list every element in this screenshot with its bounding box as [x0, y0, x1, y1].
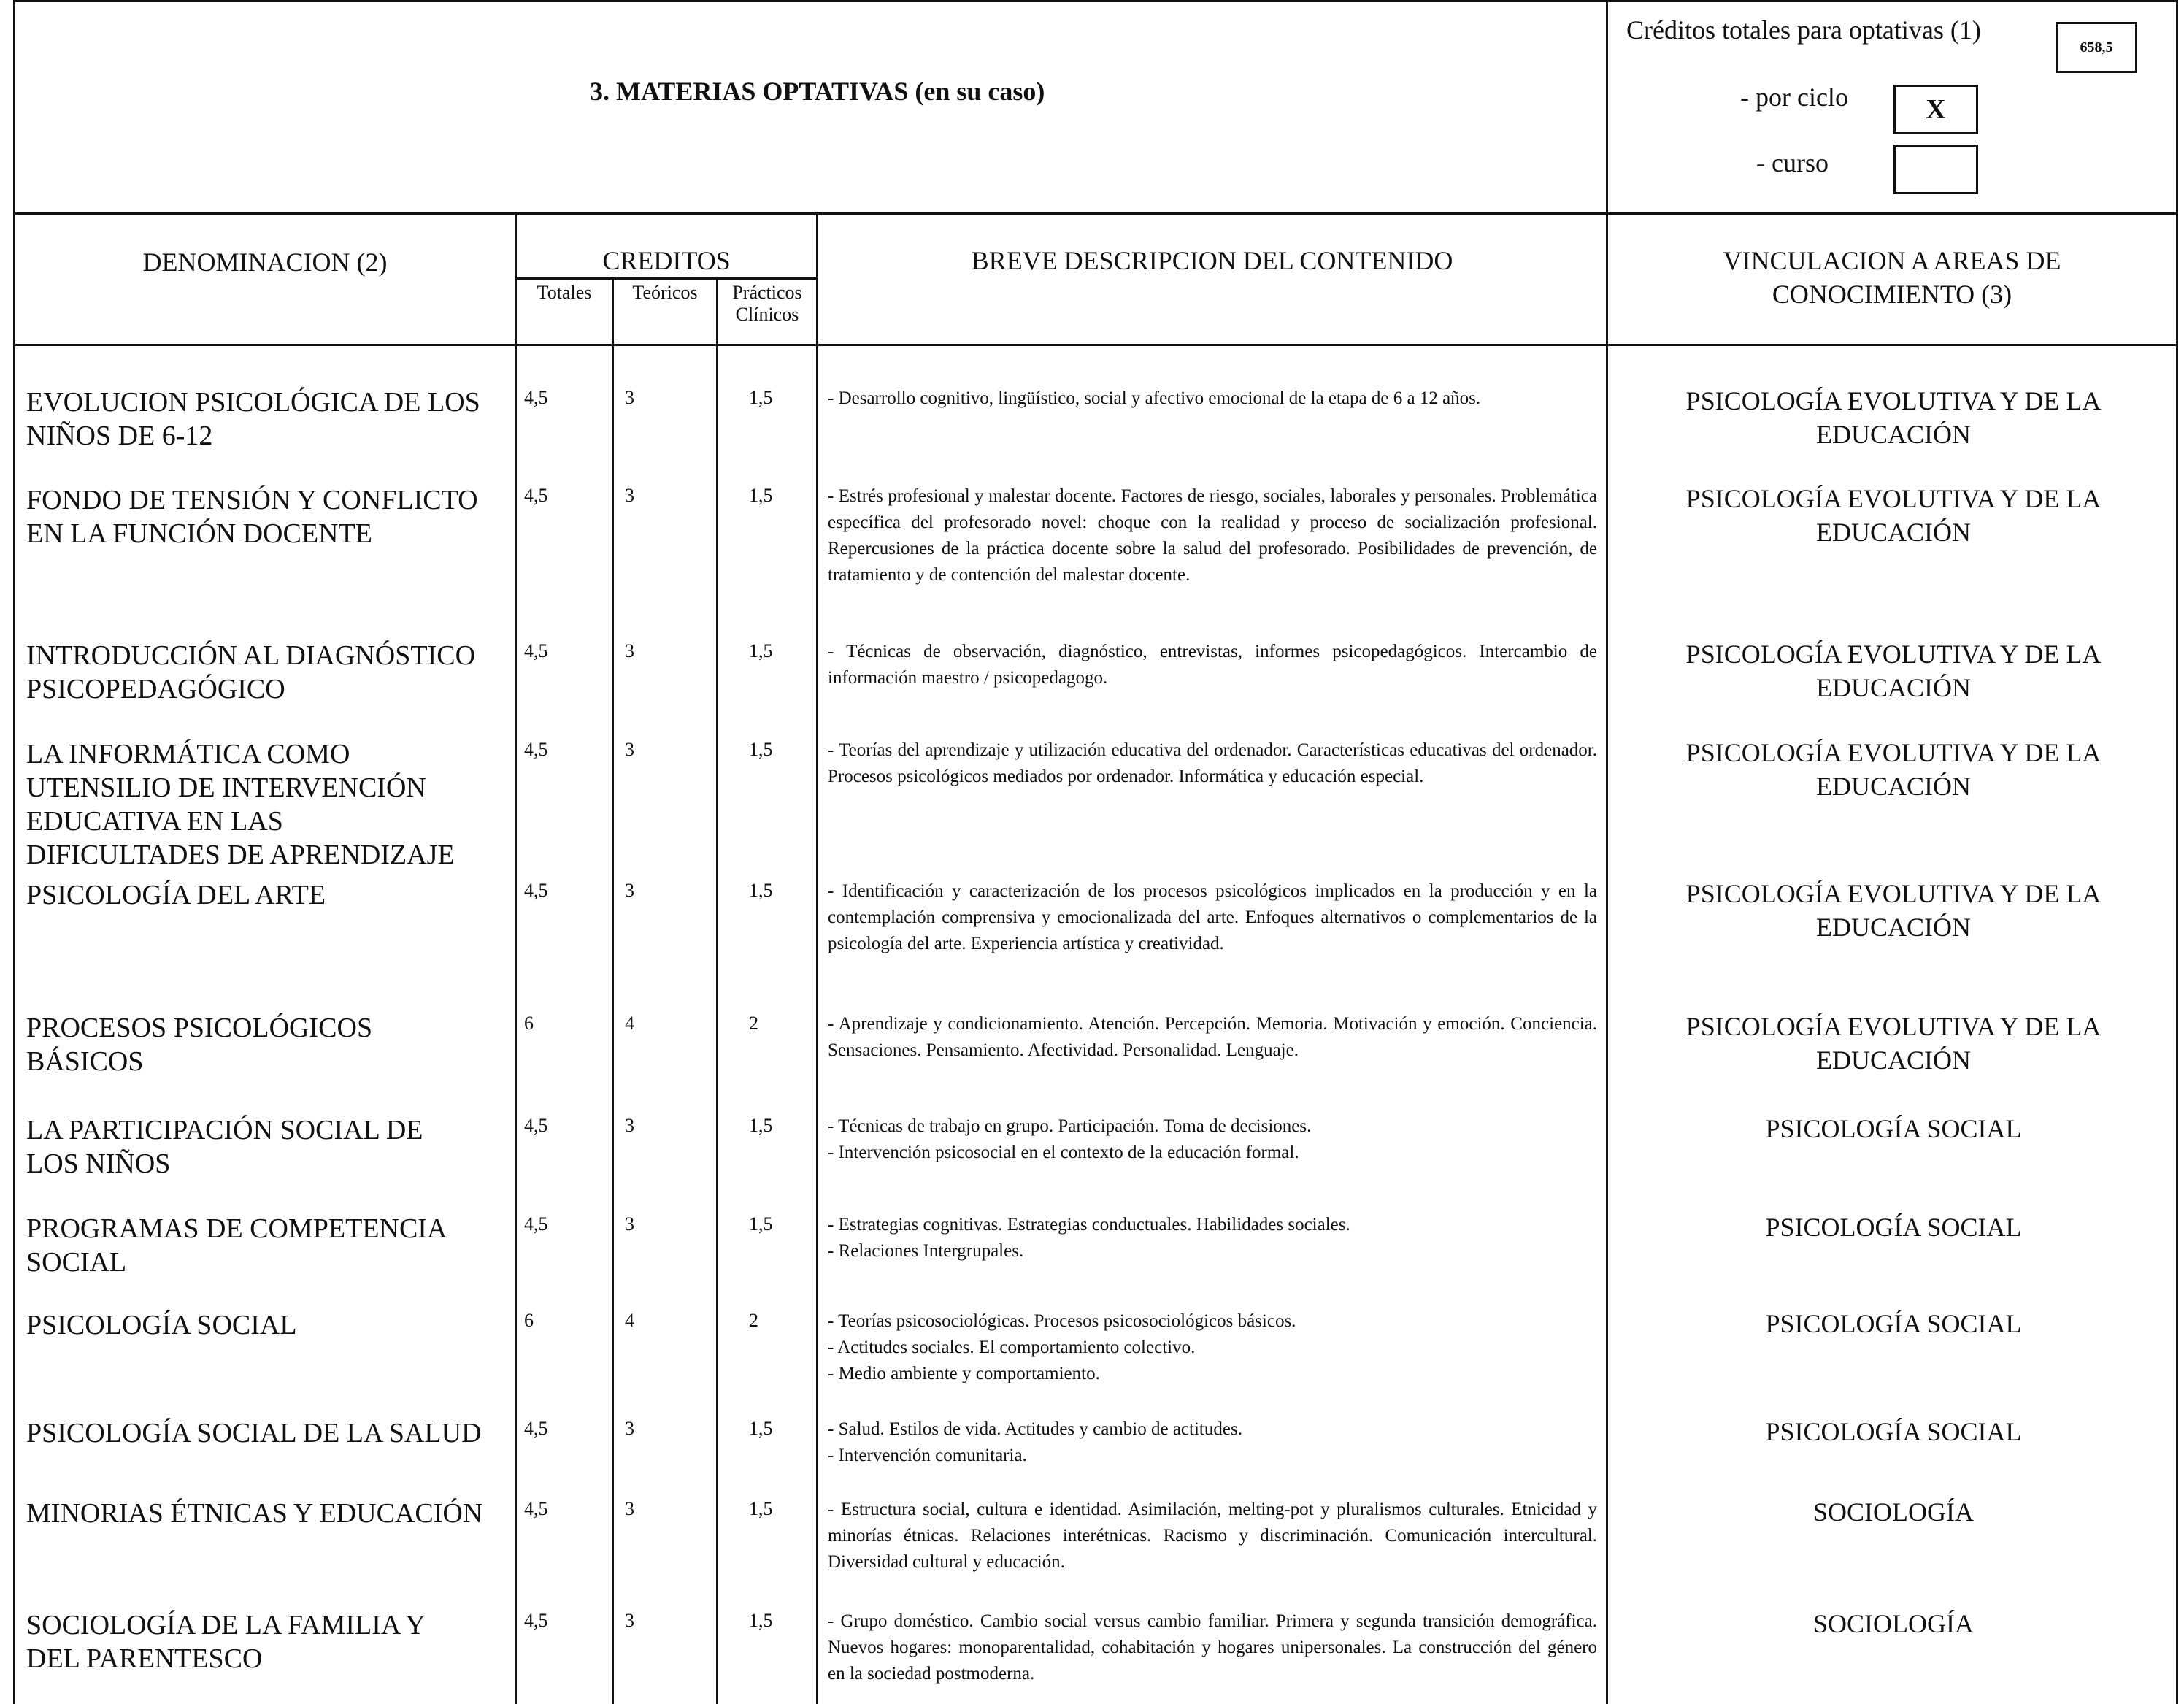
knowledge-area: [1613, 736, 2174, 803]
credits-practicos: 1,5: [749, 640, 773, 661]
course-description: - Aprendizaje y condicionamiento. Atención. Percepción. Memoria. Motivación y emoción. Conciencia. Sensaciones. Pensamiento. Afectividad. Personalidad. Lenguaje.: [828, 1014, 1597, 1060]
col-divider-creditos-right: [816, 212, 818, 1704]
knowledge-area-line: PSICOLOGÍA EVOLUTIVA Y DE LA: [1685, 738, 2102, 767]
course-name-line: INTRODUCCIÓN AL DIAGNÓSTICO: [26, 640, 476, 671]
course-description-line: - Medio ambiente y comportamiento.: [828, 1364, 1100, 1383]
colhead-practicos-line1: Prácticos: [732, 282, 802, 303]
credits-total-box: [2056, 22, 2137, 73]
knowledge-area-line: PSICOLOGÍA EVOLUTIVA Y DE LA: [1685, 386, 2102, 415]
curso-box: [1893, 145, 1978, 194]
creditos-subhead-line: [515, 277, 817, 280]
knowledge-area-line: PSICOLOGÍA SOCIAL: [1765, 1114, 2022, 1143]
knowledge-area-line: PSICOLOGÍA SOCIAL: [1765, 1309, 2022, 1338]
course-description: - Teorías del aprendizaje y utilización educativa del ordenador. Características educativas del ordenador. Procesos psicológicos mediados por ordenador. Informática y educación especial.: [828, 740, 1597, 786]
knowledge-area-line: SOCIOLOGÍA: [1813, 1609, 1974, 1638]
course-name-line: SOCIAL: [26, 1247, 127, 1278]
credits-total-value: 658,5: [2080, 39, 2113, 55]
colhead-totales: Totales: [537, 282, 592, 303]
credits-teoricos: 3: [625, 880, 634, 901]
colhead-practicos-line2: Clínicos: [735, 304, 799, 325]
course-name: [26, 483, 515, 550]
knowledge-area-line: PSICOLOGÍA SOCIAL: [1765, 1417, 2022, 1446]
knowledge-area-line: PSICOLOGÍA EVOLUTIVA Y DE LA: [1685, 484, 2102, 513]
right-border: [2176, 0, 2178, 1704]
course-name: [26, 1308, 515, 1342]
credits-practicos: 1,5: [749, 1498, 773, 1519]
course-name-line: BÁSICOS: [26, 1046, 144, 1077]
course-description-line: - Intervención comunitaria.: [828, 1446, 1027, 1465]
course-description-line: - Relaciones Intergrupales.: [828, 1241, 1024, 1261]
credits-practicos: 2: [749, 1310, 758, 1331]
knowledge-area-line: EDUCACIÓN: [1816, 772, 1971, 801]
course-name-line: DIFICULTADES DE APRENDIZAJE: [26, 840, 455, 870]
course-description-line: - Salud. Estilos de vida. Actitudes y cambio de actitudes.: [828, 1419, 1242, 1439]
credits-teoricos: 3: [625, 1418, 634, 1439]
course-name: [26, 1113, 515, 1181]
credits-practicos: 1,5: [749, 880, 773, 901]
knowledge-area: [1613, 1415, 2174, 1448]
knowledge-area: [1613, 1010, 2174, 1077]
course-name-line: EN LA FUNCIÓN DOCENTE: [26, 518, 372, 549]
credits-practicos: 2: [749, 1013, 758, 1034]
course-name-line: EDUCATIVA EN LAS: [26, 806, 283, 837]
col-divider-teoricos: [716, 277, 718, 1704]
credits-teoricos: 4: [625, 1310, 634, 1331]
credits-practicos: 1,5: [749, 739, 773, 760]
knowledge-area: [1613, 1210, 2174, 1244]
credits-teoricos: 3: [625, 640, 634, 661]
course-description: [828, 1113, 1597, 1166]
course-description-line: - Técnicas de trabajo en grupo. Participación. Toma de decisiones.: [828, 1116, 1312, 1136]
header-bottom-line: [13, 212, 2178, 215]
colhead-bottom-line: [13, 344, 2178, 346]
por-ciclo-box: [1893, 85, 1978, 134]
course-name-line: MINORIAS ÉTNICAS Y EDUCACIÓN: [26, 1498, 483, 1529]
knowledge-area-line: SOCIOLOGÍA: [1813, 1497, 1974, 1527]
course-name-line: LOS NIÑOS: [26, 1148, 171, 1179]
colhead-vinculacion-line1: VINCULACION A AREAS DE: [1723, 246, 2061, 275]
colhead-vinculacion-line2: CONOCIMIENTO (3): [1772, 280, 2012, 309]
knowledge-area-line: EDUCACIÓN: [1816, 913, 1971, 942]
colhead-practicos: [718, 282, 816, 326]
knowledge-area: [1613, 637, 2174, 705]
knowledge-area: [1613, 1112, 2174, 1145]
credits-practicos: 1,5: [749, 1610, 773, 1631]
por-ciclo-value: X: [1926, 94, 1946, 125]
course-description: [828, 1212, 1597, 1264]
course-description-line: - Intervención psicosocial en el contexto de la educación formal.: [828, 1143, 1299, 1162]
credits-totales: 4,5: [524, 880, 548, 901]
course-name: [26, 1212, 515, 1279]
course-name: [26, 1416, 515, 1450]
knowledge-area: [1613, 1495, 2174, 1529]
credits-totales: 4,5: [524, 1115, 548, 1136]
course-name-line: PSICOLOGÍA SOCIAL: [26, 1310, 297, 1340]
credits-teoricos: 4: [625, 1013, 634, 1034]
course-name: [26, 1497, 515, 1530]
course-name-line: PSICOLOGÍA DEL ARTE: [26, 880, 326, 910]
credits-totales: 4,5: [524, 1498, 548, 1519]
course-description-line: - Actitudes sociales. El comportamiento colectivo.: [828, 1338, 1196, 1357]
credits-totales: 4,5: [524, 739, 548, 760]
colhead-creditos: CREDITOS: [602, 246, 731, 275]
top-border: [13, 0, 2178, 2]
course-description-line: - Teorías psicosociológicas. Procesos psicosociológicos básicos.: [828, 1311, 1296, 1331]
knowledge-area-line: PSICOLOGÍA SOCIAL: [1765, 1213, 2022, 1242]
credits-totales: 6: [524, 1310, 534, 1331]
page-title: 3. MATERIAS OPTATIVAS (en su caso): [590, 77, 1045, 106]
colhead-descripcion: BREVE DESCRIPCION DEL CONTENIDO: [971, 246, 1453, 275]
course-description: - Técnicas de observación, diagnóstico, entrevistas, informes psicopedagógicos. Intercambio de información maestro / psicopedagogo.: [828, 642, 1597, 688]
credits-totales: 4,5: [524, 1213, 548, 1235]
credits-totales: 4,5: [524, 1418, 548, 1439]
credits-teoricos: 3: [625, 485, 634, 506]
course-name: [26, 878, 515, 912]
course-description: [828, 1308, 1597, 1387]
knowledge-area: [1613, 384, 2174, 451]
credits-practicos: 1,5: [749, 1418, 773, 1439]
course-name-line: PROGRAMAS DE COMPETENCIA: [26, 1213, 447, 1244]
course-name: [26, 1011, 515, 1078]
credits-total-label: Créditos totales para optativas (1): [1626, 15, 1981, 45]
por-ciclo-label: - por ciclo: [1740, 82, 1848, 112]
curso-label: - curso: [1756, 148, 1829, 177]
course-name-line: UTENSILIO DE INTERVENCIÓN: [26, 772, 426, 803]
credits-practicos: 1,5: [749, 1115, 773, 1136]
knowledge-area-line: PSICOLOGÍA EVOLUTIVA Y DE LA: [1685, 640, 2102, 669]
course-description: - Estrés profesional y malestar docente. Factores de riesgo, sociales, laborales y personales. Problemática específica del profesorado novel: choque con la realidad y proceso de socialización profesional. Repercusiones de la práctica docente sobre la salud del profesorado. Posibilidades de prevención, de tratamiento y de contención del malestar docente.: [828, 486, 1597, 585]
credits-teoricos: 3: [625, 1498, 634, 1519]
course-name-line: SOCIOLOGÍA DE LA FAMILIA Y: [26, 1610, 426, 1640]
credits-teoricos: 3: [625, 1213, 634, 1235]
col-divider-totales: [612, 277, 614, 1704]
course-description: - Estructura social, cultura e identidad. Asimilación, melting-pot y pluralismos culturales. Etnicidad y minorías étnicas. Relaciones interétnicas. Racismo y discriminación. Comunicación intercultural. Diversidad cultural y educación.: [828, 1500, 1597, 1572]
credits-teoricos: 3: [625, 387, 634, 408]
knowledge-area: [1613, 877, 2174, 944]
credits-teoricos: 3: [625, 739, 634, 760]
knowledge-area-line: EDUCACIÓN: [1816, 673, 1971, 702]
knowledge-area-line: EDUCACIÓN: [1816, 420, 1971, 449]
course-description-line: - Estrategias cognitivas. Estrategias conductuales. Habilidades sociales.: [828, 1215, 1350, 1235]
credits-practicos: 1,5: [749, 387, 773, 408]
course-name: [26, 737, 515, 872]
course-description: - Desarrollo cognitivo, lingüístico, social y afectivo emocional de la etapa de 6 a 12 años.: [828, 388, 1481, 408]
course-name-line: PROCESOS PSICOLÓGICOS: [26, 1013, 373, 1043]
course-name-line: FONDO DE TENSIÓN Y CONFLICTO: [26, 485, 478, 515]
knowledge-area: [1613, 482, 2174, 549]
credits-totales: 4,5: [524, 485, 548, 506]
course-name-line: NIÑOS DE 6-12: [26, 421, 213, 451]
credits-teoricos: 3: [625, 1610, 634, 1631]
course-name-line: EVOLUCION PSICOLÓGICA DE LOS: [26, 387, 480, 418]
credits-teoricos: 3: [625, 1115, 634, 1136]
credits-totales: 4,5: [524, 1610, 548, 1631]
colhead-denominacion: DENOMINACION (2): [142, 247, 388, 277]
knowledge-area-line: PSICOLOGÍA EVOLUTIVA Y DE LA: [1685, 1012, 2102, 1041]
knowledge-area: [1613, 1607, 2174, 1640]
course-description: [828, 1416, 1597, 1469]
course-description: - Grupo doméstico. Cambio social versus cambio familiar. Primera y segunda transición demográfica. Nuevos hogares: monoparentalidad, cohabitación y hogares unipersonales. La construcción del género en la sociedad postmoderna.: [828, 1611, 1597, 1684]
knowledge-area-line: EDUCACIÓN: [1816, 1045, 1971, 1075]
course-name: [26, 639, 515, 706]
course-description: - Identificación y caracterización de los procesos psicológicos implicados en la producción y en la contemplación comprensiva y emocionalizada del arte. Enfoques alternativos o complementarios de la psicología del arte. Experiencia artística y creatividad.: [828, 881, 1597, 953]
course-name-line: LA INFORMÁTICA COMO: [26, 739, 350, 770]
knowledge-area-line: EDUCACIÓN: [1816, 518, 1971, 547]
credits-totales: 4,5: [524, 640, 548, 661]
knowledge-area-line: PSICOLOGÍA EVOLUTIVA Y DE LA: [1685, 879, 2102, 908]
credits-practicos: 1,5: [749, 1213, 773, 1235]
colhead-vinculacion: [1608, 244, 2176, 311]
colhead-teoricos: Teóricos: [632, 282, 698, 303]
course-name-line: PSICOLOGÍA SOCIAL DE LA SALUD: [26, 1418, 482, 1448]
course-name: [26, 1608, 515, 1676]
course-name-line: LA PARTICIPACIÓN SOCIAL DE: [26, 1115, 423, 1145]
course-name-line: DEL PARENTESCO: [26, 1643, 263, 1674]
credits-practicos: 1,5: [749, 485, 773, 506]
knowledge-area: [1613, 1307, 2174, 1340]
credits-totales: 4,5: [524, 387, 548, 408]
course-name: [26, 385, 515, 453]
credits-totales: 6: [524, 1013, 534, 1034]
course-name-line: PSICOPEDAGÓGICO: [26, 674, 285, 705]
